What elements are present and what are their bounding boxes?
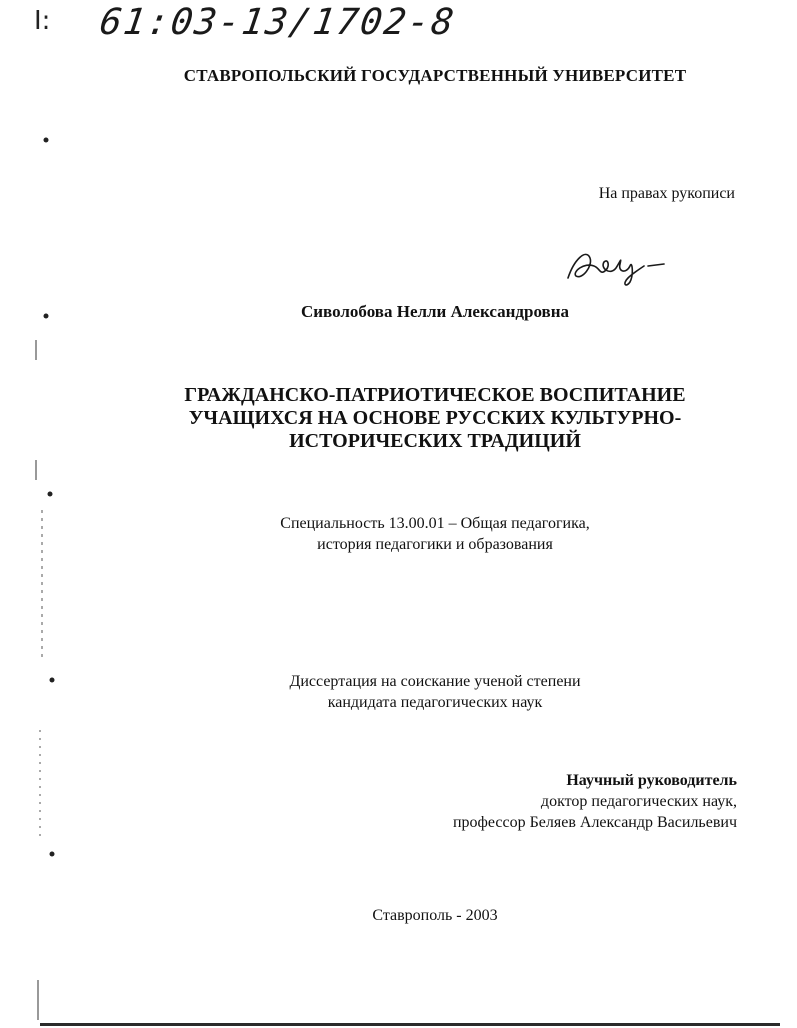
supervisor-heading: Научный руководитель (566, 772, 737, 789)
supervisor-block (453, 770, 737, 833)
corner-mark: I: (34, 6, 51, 36)
specialty-block (0, 513, 797, 555)
title-line: УЧАЩИХСЯ НА ОСНОВЕ РУССКИХ КУЛЬТУРНО- (188, 407, 682, 429)
degree-line: кандидата педагогических наук (327, 694, 543, 711)
title-line: ИСТОРИЧЕСКИХ ТРАДИЦИЙ (289, 430, 581, 452)
degree-line: Диссертация на соискание ученой степени (289, 673, 581, 690)
degree-block (0, 671, 797, 713)
handwritten-signature (560, 240, 670, 290)
specialty-line: история педагогики и образования (317, 536, 553, 553)
city-year: Ставрополь - 2003 (372, 907, 498, 924)
scan-margin-marks (30, 120, 60, 1028)
university-name: СТАВРОПОЛЬСКИЙ ГОСУДАРСТВЕННЫЙ УНИВЕРСИТЕТ (183, 66, 687, 85)
library-stamp-code: 61:03-13/1702-8 (97, 2, 458, 43)
specialty-line: Специальность 13.00.01 – Общая педагогика, (280, 515, 590, 532)
title-line: ГРАЖДАНСКО-ПАТРИОТИЧЕСКОЕ ВОСПИТАНИЕ (184, 384, 686, 406)
author-name: Сиволобова Нелли Александровна (300, 302, 569, 321)
dissertation-title (0, 384, 797, 453)
supervisor-degree: доктор педагогических наук, (540, 793, 737, 810)
rights-note: На правах рукописи (598, 185, 735, 202)
supervisor-name: профессор Беляев Александр Васильевич (452, 814, 737, 831)
scan-bottom-edge (40, 1023, 780, 1026)
